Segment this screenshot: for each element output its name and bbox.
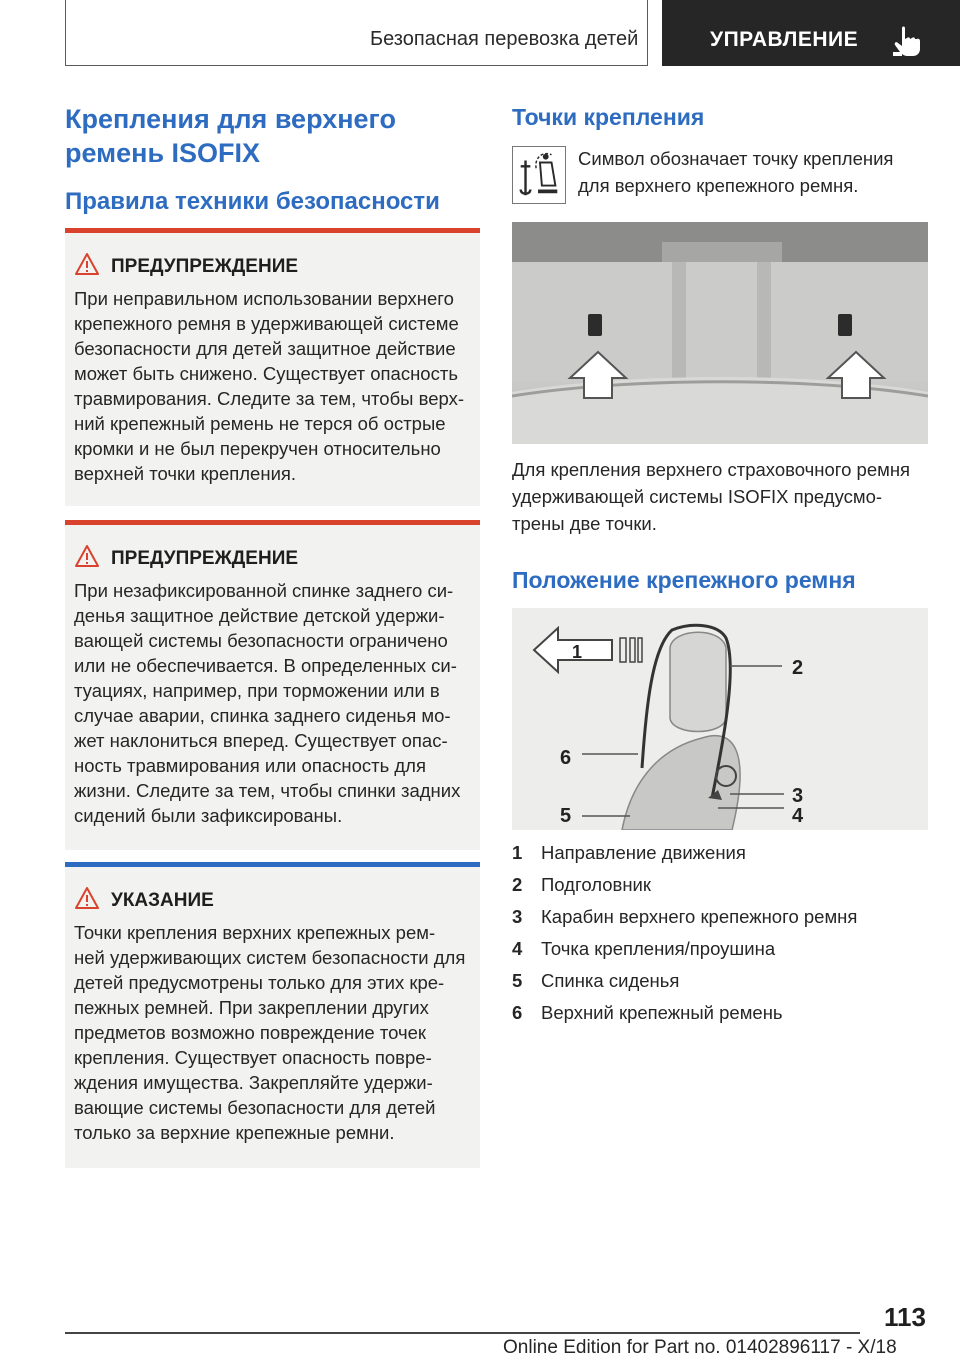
note-line: может быть снижено. Существует опасность — [74, 363, 458, 384]
symbol-text-line: Символ обозначает точку крепления — [578, 148, 894, 169]
section-title-anchor-points: Точки крепления — [512, 104, 705, 130]
diagram-label-6: 6 — [560, 747, 572, 769]
note-line: жет наклониться вперед. Существует опас- — [74, 730, 448, 751]
legend-number: 1 — [512, 842, 523, 863]
note-top-bar — [65, 520, 480, 525]
legend-number: 2 — [512, 874, 523, 895]
note-line: вающие системы безопасности для детей — [74, 1097, 436, 1118]
notice-note — [65, 862, 480, 1168]
note-top-bar — [65, 228, 480, 233]
note-line: крепежного ремня в удерживающей системе — [74, 313, 459, 334]
symbol-text-line: для верхнего крепежного ремня. — [578, 175, 859, 196]
anchor-points-paragraph — [512, 456, 928, 537]
diagram-label-1: 1 — [572, 642, 583, 662]
footer-divider — [65, 1332, 860, 1334]
note-title: ПРЕДУПРЕЖДЕНИЕ — [111, 548, 299, 569]
notice-triangle-icon — [75, 886, 99, 910]
note-line: или не обеспечивается. В определенных си- — [74, 655, 457, 676]
note-line: туациях, например, при торможении или в — [74, 680, 440, 701]
note-line: жизни. Следите за тем, чтобы спинки задних — [74, 780, 461, 801]
legend-number: 5 — [512, 970, 523, 991]
note-line: крепления. Существует опасность повре- — [74, 1047, 432, 1068]
legend-number: 3 — [512, 906, 523, 927]
page-title: Крепления для верхнего ремень ISOFIX — [65, 104, 396, 168]
warning-triangle-icon — [75, 544, 99, 568]
note-line: вающей системы безопасности ограничено — [74, 630, 448, 651]
note-top-bar — [65, 862, 480, 867]
header-chapter-label: УПРАВЛЕНИЕ — [710, 28, 859, 51]
note-line: пежных ремней. При закреплении других — [74, 997, 429, 1018]
legend-text: Подголовник — [541, 874, 651, 895]
legend-text: Направление движения — [541, 842, 746, 863]
note-line: При неправильном использовании верхнего — [74, 288, 454, 309]
note-line: ний крепежный ремень не терся об острые — [74, 413, 446, 434]
section-subtitle: Правила техники безопасности — [65, 188, 440, 215]
note-line: травмирования. Следите за тем, чтобы верх- — [74, 388, 465, 409]
hand-pointer-icon — [893, 25, 921, 57]
note-body — [74, 920, 476, 1145]
trunk-anchor-points-photo — [512, 222, 928, 444]
note-line: сидений были зафиксированы. — [74, 805, 343, 826]
legend-text: Карабин верхнего крепежного ремня — [541, 906, 858, 927]
symbol-description — [578, 145, 893, 199]
note-line: безопасности для детей защитное действие — [74, 338, 456, 359]
warning-note-2 — [65, 520, 480, 850]
diagram-label-2: 2 — [792, 657, 804, 679]
note-body — [74, 286, 476, 486]
legend-text: Точка крепления/проушина — [541, 938, 776, 959]
note-title: УКАЗАНИЕ — [111, 890, 214, 911]
child-seat-anchor-icon — [512, 146, 566, 204]
legend-number: 6 — [512, 1002, 523, 1023]
page-number: 113 — [884, 1302, 926, 1332]
paragraph-line: трены две точки. — [512, 513, 657, 534]
diagram-label-4: 4 — [792, 805, 804, 827]
paragraph-line: удерживающей системы ISOFIX предусмо- — [512, 486, 883, 507]
header-section-title: Безопасная перевозка детей — [370, 28, 639, 50]
note-line: детей предусмотрены только для этих кре- — [74, 972, 445, 993]
note-line: ждения имущества. Закрепляйте удержи- — [74, 1072, 433, 1093]
section-title-strap-position: Положение крепежного ремня — [512, 567, 856, 593]
footer-edition: Online Edition for Part no. 01402896117 - X/18 — [503, 1337, 897, 1358]
note-title: ПРЕДУПРЕЖДЕНИЕ — [111, 256, 299, 277]
note-line: верхней точки крепления. — [74, 463, 297, 484]
note-body — [74, 578, 476, 828]
paragraph-line: Для крепления верхнего страховочного ремня — [512, 459, 911, 480]
warning-triangle-icon — [75, 252, 99, 276]
note-line: кромки и не был перекручен относительно — [74, 438, 441, 459]
note-line: При незафиксированной спинке заднего си- — [74, 580, 454, 601]
diagram-label-5: 5 — [560, 805, 572, 827]
legend-text: Спинка сиденья — [541, 970, 680, 991]
diagram-label-3: 3 — [792, 785, 804, 807]
note-line: ней удерживающих систем безопасности для — [74, 947, 466, 968]
legend-number: 4 — [512, 938, 523, 959]
legend-text: Верхний крепежный ремень — [541, 1002, 783, 1023]
note-line: случае аварии, спинка заднего сиденья мо- — [74, 705, 451, 726]
note-line: Точки крепления верхних крепежных рем- — [74, 922, 436, 943]
warning-note-1 — [65, 228, 480, 506]
note-line: предметов возможно повреждение точек — [74, 1022, 427, 1043]
note-line: денья защитное действие детской удержи- — [74, 605, 445, 626]
tether-strap-diagram — [512, 608, 928, 830]
note-line: только за верхние крепежные ремни. — [74, 1122, 395, 1143]
note-line: ность травмирования или опасность для — [74, 755, 426, 776]
